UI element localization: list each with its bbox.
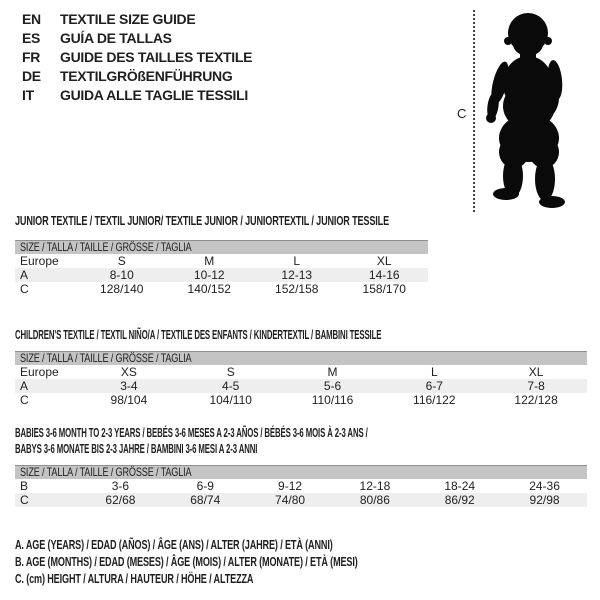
size-cell: 110/116 <box>311 393 354 407</box>
table-row <box>15 379 587 393</box>
size-cell: 9-12 <box>278 479 303 493</box>
footnote-b: B. AGE (MONTHS) / EDAD (MESES) / ÂGE (MOIS) / ALTER (MONATE) / ETÀ (MESI) <box>15 554 358 569</box>
table-header-bar <box>15 240 428 254</box>
size-cell: 158/170 <box>362 282 406 296</box>
language-name: GUÍA DE TALLAS <box>60 30 172 46</box>
footnote-a: A. AGE (YEARS) / EDAD (AÑOS) / ÂGE (ANS) / ALTER (JAHRE) / ETÀ (ANNI) <box>15 537 333 552</box>
size-cell: 6-7 <box>425 379 443 393</box>
section-title-babies-line2: BABYS 3-6 MONATE BIS 2-3 JAHRE / BAMBINI 3-6 MESI A 2-3 ANNI <box>15 441 258 456</box>
size-cell: 140/152 <box>187 282 231 296</box>
row-label: C <box>20 282 29 296</box>
language-list <box>22 10 252 105</box>
table-header-label: SIZE / TALLA / TAILLE / GRÖSSE / TAGLIA <box>20 465 192 479</box>
size-cell: 12-13 <box>281 268 313 282</box>
language-row <box>22 29 252 48</box>
language-row <box>22 67 252 86</box>
baby-silhouette-icon <box>483 8 569 210</box>
table-row <box>15 493 587 507</box>
footnote-c: C. (cm) HEIGHT / ALTURA / HAUTEUR / HÖHE / ALTEZZA <box>15 571 254 586</box>
size-cell: 12-18 <box>359 479 391 493</box>
size-cell: 98/104 <box>110 393 148 407</box>
size-cell: 14-16 <box>368 268 400 282</box>
size-cell: 7-8 <box>527 379 545 393</box>
section-title-babies-line1: BABIES 3-6 MONTH TO 2-3 YEARS / BEBÉS 3-6 MESES A 2-3 AÑOS / BÉBÉS 3-6 MOIS À 2-3 ANS / <box>15 425 368 440</box>
language-code: IT <box>22 87 34 103</box>
table-header-bar <box>15 351 587 365</box>
size-cell: XL <box>528 365 544 379</box>
size-cell: 4-5 <box>222 379 240 393</box>
size-cell: 62/68 <box>105 493 136 507</box>
table-row <box>15 365 587 379</box>
size-cell: M <box>327 365 338 379</box>
babies-size-table <box>15 465 587 507</box>
table-row <box>15 393 587 407</box>
size-cell: 6-9 <box>196 479 214 493</box>
language-name: GUIDE DES TAILLES TEXTILE <box>60 49 253 65</box>
table-header-label: SIZE / TALLA / TAILLE / GRÖSSE / TAGLIA <box>20 351 192 365</box>
size-cell: 86/92 <box>444 493 475 507</box>
row-label: Europe <box>20 254 59 268</box>
junior-size-table <box>15 240 428 296</box>
size-cell: 104/110 <box>209 393 252 407</box>
size-cell: M <box>204 254 215 268</box>
table-row <box>15 282 428 296</box>
size-cell: S <box>117 254 126 268</box>
row-label: B <box>20 479 29 493</box>
size-cell: 122/128 <box>514 393 558 407</box>
size-cell: XS <box>120 365 137 379</box>
size-cell: L <box>293 254 301 268</box>
row-label: A <box>20 268 29 282</box>
children-size-table <box>15 351 587 407</box>
language-row <box>22 48 252 67</box>
table-row <box>15 479 587 493</box>
size-cell: 80/86 <box>359 493 390 507</box>
size-cell: 92/98 <box>529 493 560 507</box>
size-cell: XL <box>376 254 392 268</box>
size-cell: 3-6 <box>111 479 130 493</box>
language-code: DE <box>22 68 41 84</box>
footnotes <box>15 536 505 587</box>
table-row <box>15 268 428 282</box>
size-cell: 24-36 <box>529 479 560 493</box>
size-cell: 5-6 <box>323 379 342 393</box>
size-cell: S <box>226 365 235 379</box>
height-measure-line <box>473 10 475 212</box>
row-label: A <box>20 379 29 393</box>
size-cell: 74/80 <box>275 493 306 507</box>
language-code: EN <box>22 11 41 27</box>
section-title-junior: JUNIOR TEXTILE / TEXTIL JUNIOR/ TEXTILE JUNIOR / JUNIORTEXTIL / JUNIOR TESSILE <box>15 213 390 228</box>
height-measure-label: C <box>457 106 467 121</box>
size-cell: 152/158 <box>275 282 319 296</box>
row-label: C <box>20 493 29 507</box>
table-header-label: SIZE / TALLA / TAILLE / GRÖSSE / TAGLIA <box>20 240 192 254</box>
language-row <box>22 10 252 29</box>
section-title-children: CHILDREN'S TEXTILE / TEXTIL NIÑO/A / TEXTILE DES ENFANTS / KINDERTEXTIL / BAMBINI TESSILE <box>15 327 382 342</box>
table-header-bar <box>15 465 587 479</box>
language-row <box>22 86 252 105</box>
size-cell: 8-10 <box>109 268 134 282</box>
table-row <box>15 254 428 268</box>
row-label: C <box>20 393 29 407</box>
language-code: FR <box>22 49 41 65</box>
language-code: ES <box>22 30 41 46</box>
language-name: TEXTILE SIZE GUIDE <box>60 11 196 27</box>
size-cell: 68/74 <box>190 493 221 507</box>
size-cell: 128/140 <box>100 282 144 296</box>
row-label: Europe <box>20 365 59 379</box>
language-name: TEXTILGRÖßENFÜHRUNG <box>60 68 233 84</box>
size-cell: L <box>430 365 438 379</box>
size-cell: 10-12 <box>193 268 225 282</box>
size-cell: 116/122 <box>413 393 456 407</box>
size-cell: 18-24 <box>444 479 476 493</box>
size-cell: 3-4 <box>120 379 138 393</box>
language-name: GUIDA ALLE TAGLIE TESSILI <box>60 87 248 103</box>
